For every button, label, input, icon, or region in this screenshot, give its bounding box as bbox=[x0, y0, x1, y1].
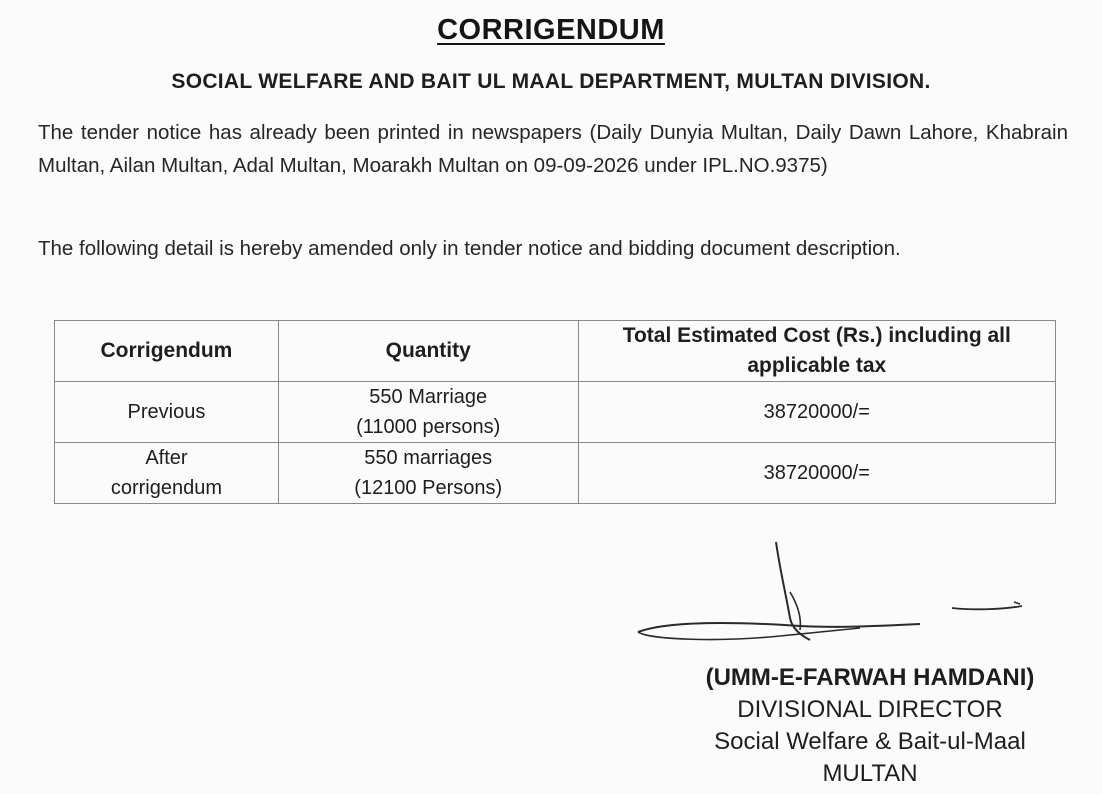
cell-corrigendum bbox=[55, 443, 279, 504]
signatory-designation: DIVISIONAL DIRECTOR bbox=[737, 696, 1003, 723]
table-header-row bbox=[55, 321, 1056, 382]
column-header-quantity: Quantity bbox=[278, 321, 578, 382]
notice-paragraph: The tender notice has already been printed in newspapers (Daily Dunyia Multan, Daily Dawn Lahore, Khabrain Multan, Ailan Multan, Adal Multan, Moarakh Multan on 09-09-2026 under IPL.NO.9375) bbox=[38, 121, 1068, 177]
amendment-table bbox=[54, 320, 1056, 504]
corrigendum-line: corrigendum bbox=[110, 477, 223, 499]
cell-cost: 38720000/= bbox=[578, 382, 1055, 443]
table-row bbox=[55, 443, 1056, 504]
cell-quantity bbox=[278, 382, 578, 443]
column-header-corrigendum: Corrigendum bbox=[55, 321, 279, 382]
quantity-line: 550 marriages bbox=[364, 447, 493, 469]
table-row bbox=[55, 382, 1056, 443]
signature-block bbox=[660, 662, 1080, 790]
signatory-city: MULTAN bbox=[822, 760, 918, 787]
cell-corrigendum: Previous bbox=[55, 382, 279, 443]
quantity-line: 550 Marriage bbox=[369, 386, 488, 408]
signatory-name: (UMM-E-FARWAH HAMDANI) bbox=[705, 664, 1035, 691]
column-header-total-cost: Total Estimated Cost (Rs.) including all applicable tax bbox=[578, 321, 1055, 382]
document-title: CORRIGENDUM bbox=[437, 14, 665, 46]
signatory-office: Social Welfare & Bait-ul-Maal bbox=[714, 728, 1026, 755]
quantity-persons: (11000 persons) bbox=[356, 416, 501, 438]
handwritten-signature bbox=[630, 540, 1040, 655]
document-title-wrapper bbox=[0, 14, 1102, 47]
cell-quantity bbox=[278, 443, 578, 504]
department-heading: SOCIAL WELFARE AND BAIT UL MAAL DEPARTMENT, MULTAN DIVISION. bbox=[171, 70, 931, 93]
corrigendum-line: After bbox=[145, 447, 188, 469]
quantity-persons: (12100 Persons) bbox=[354, 477, 503, 499]
amendment-paragraph: The following detail is hereby amended only in tender notice and bidding document description. bbox=[38, 237, 901, 260]
cell-cost: 38720000/= bbox=[578, 443, 1055, 504]
